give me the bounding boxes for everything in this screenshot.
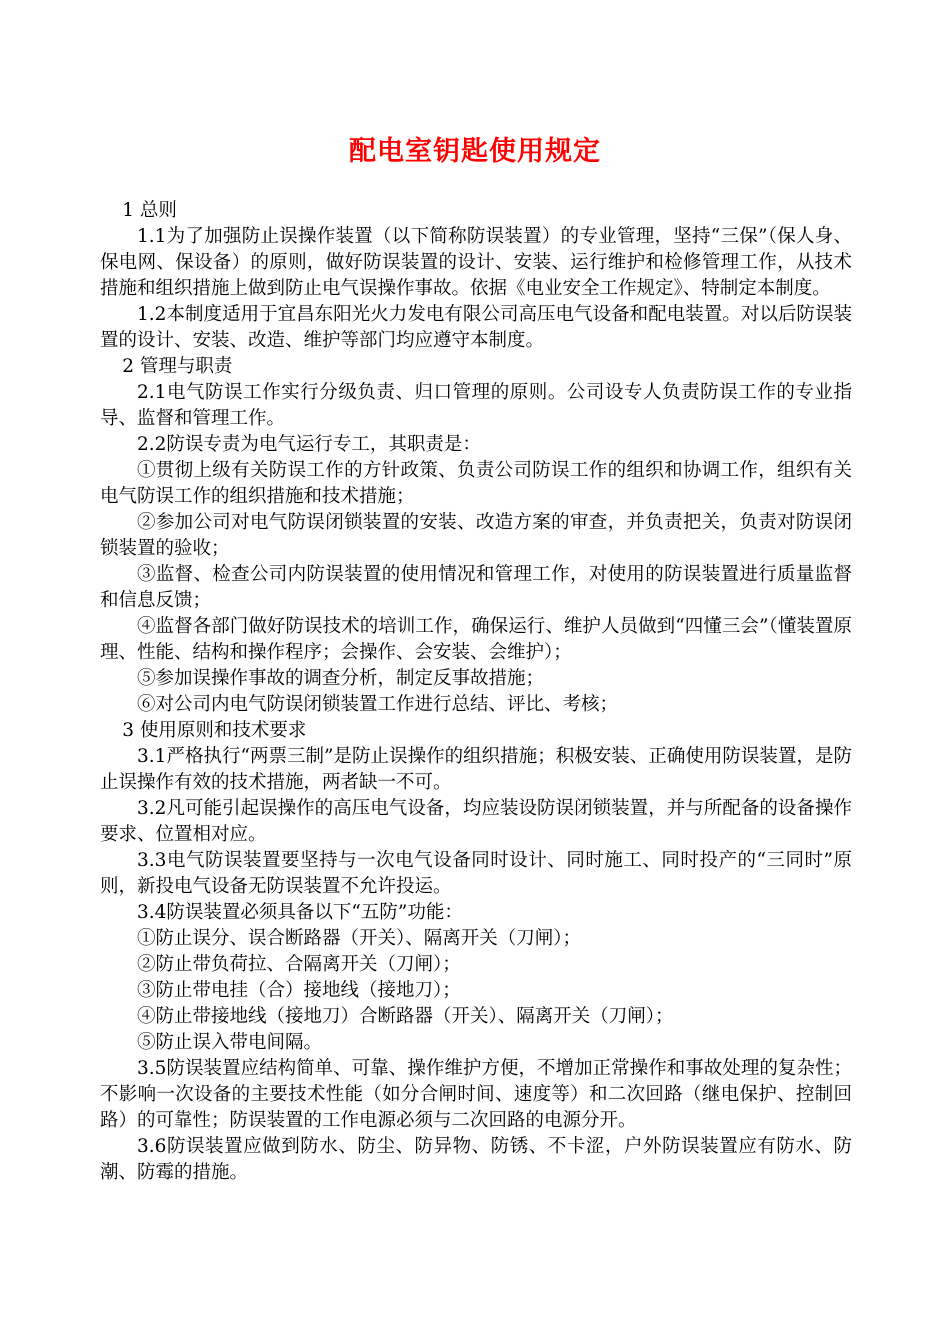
paragraph: 3.3电气防误装置要坚持与一次电气设备同时设计、同时施工、同时投产的“三同时”原则，新投电气设备无防误装置不允许投运。 [100,850,852,897]
list-item: ③防止带电挂（合）接地线（接地刀）； [137,980,461,1001]
paragraph: 2.2防误专责为电气运行专工，其职责是： [137,434,481,455]
paragraph: 3.4防误装置必须具备以下“五防”功能： [137,902,463,923]
list-item: ⑤参加误操作事故的调查分析，制定反事故措施； [137,668,545,689]
section-heading: 2 管理与职责 [122,356,233,377]
paragraph: 3.6防误装置应做到防水、防尘、防异物、防锈、不卡涩，户外防误装置应有防水、防潮、防霉的措施。 [100,1136,852,1183]
paragraph: 2.1电气防误工作实行分级负责、归口管理的原则。公司设专人负责防误工作的专业指导、监督和管理工作。 [100,382,852,429]
list-item: ⑤防止误入带电间隔。 [137,1032,323,1053]
list-item: ④防止带接地线（接地刀）合断路器（开关）、隔离开关（刀闸）； [137,1006,674,1027]
list-item: ④监督各部门做好防误技术的培训工作，确保运行、维护人员做到“四懂三会”（懂装置原理、性能、结构和操作程序；会操作、会安装、会维护）； [100,616,852,663]
paragraph: 1.2本制度适用于宜昌东阳光火力发电有限公司高压电气设备和配电装置。对以后防误装置的设计、安装、改造、维护等部门均应遵守本制度。 [100,304,852,351]
list-item: ②参加公司对电气防误闭锁装置的安装、改造方案的审查，并负责把关，负责对防误闭锁装置的验收； [100,512,852,559]
list-item: ②防止带负荷拉、合隔离开关（刀闸）； [137,954,461,975]
paragraph: 3.5防误装置应结构简单、可靠、操作维护方便，不增加正常操作和事故处理的复杂性；不影响一次设备的主要技术性能（如分合闸时间、速度等）和二次回路（继电保护、控制回路）的可靠性；防误装置的工作电源必须与二次回路的电源分开。 [100,1058,852,1131]
paragraph: 3.2凡可能引起误操作的高压电气设备，均应装设防误闭锁装置，并与所配备的设备操作要求、位置相对应。 [100,798,852,845]
section-heading: 3 使用原则和技术要求 [122,720,307,741]
list-item: ③监督、检查公司内防误装置的使用情况和管理工作，对使用的防误装置进行质量监督和信息反馈； [100,564,852,611]
section-heading: 1 总则 [122,200,177,221]
paragraph: 1.1为了加强防止误操作装置（以下简称防误装置）的专业管理，坚持“三保”（保人身、保电网、保设备）的原则，做好防误装置的设计、安装、运行维护和检修管理工作，从技术措施和组织措施上做到防止电气误操作事故。依据《电业安全工作规定》、特制定本制度。 [100,226,852,299]
list-item: ①防止误分、误合断路器（开关）、隔离开关（刀闸）； [137,928,582,949]
document-title: 配电室钥匙使用规定 [349,136,601,167]
list-item: ①贯彻上级有关防误工作的方针政策、负责公司防误工作的组织和协调工作，组织有关电气防误工作的组织措施和技术措施； [100,460,852,507]
list-item: ⑥对公司内电气防误闭锁装置工作进行总结、评比、考核； [137,694,619,715]
document-body [100,198,852,1186]
paragraph: 3.1严格执行“两票三制”是防止误操作的组织措施；积极安装、正确使用防误装置，是防止误操作有效的技术措施，两者缺一不可。 [100,746,852,793]
